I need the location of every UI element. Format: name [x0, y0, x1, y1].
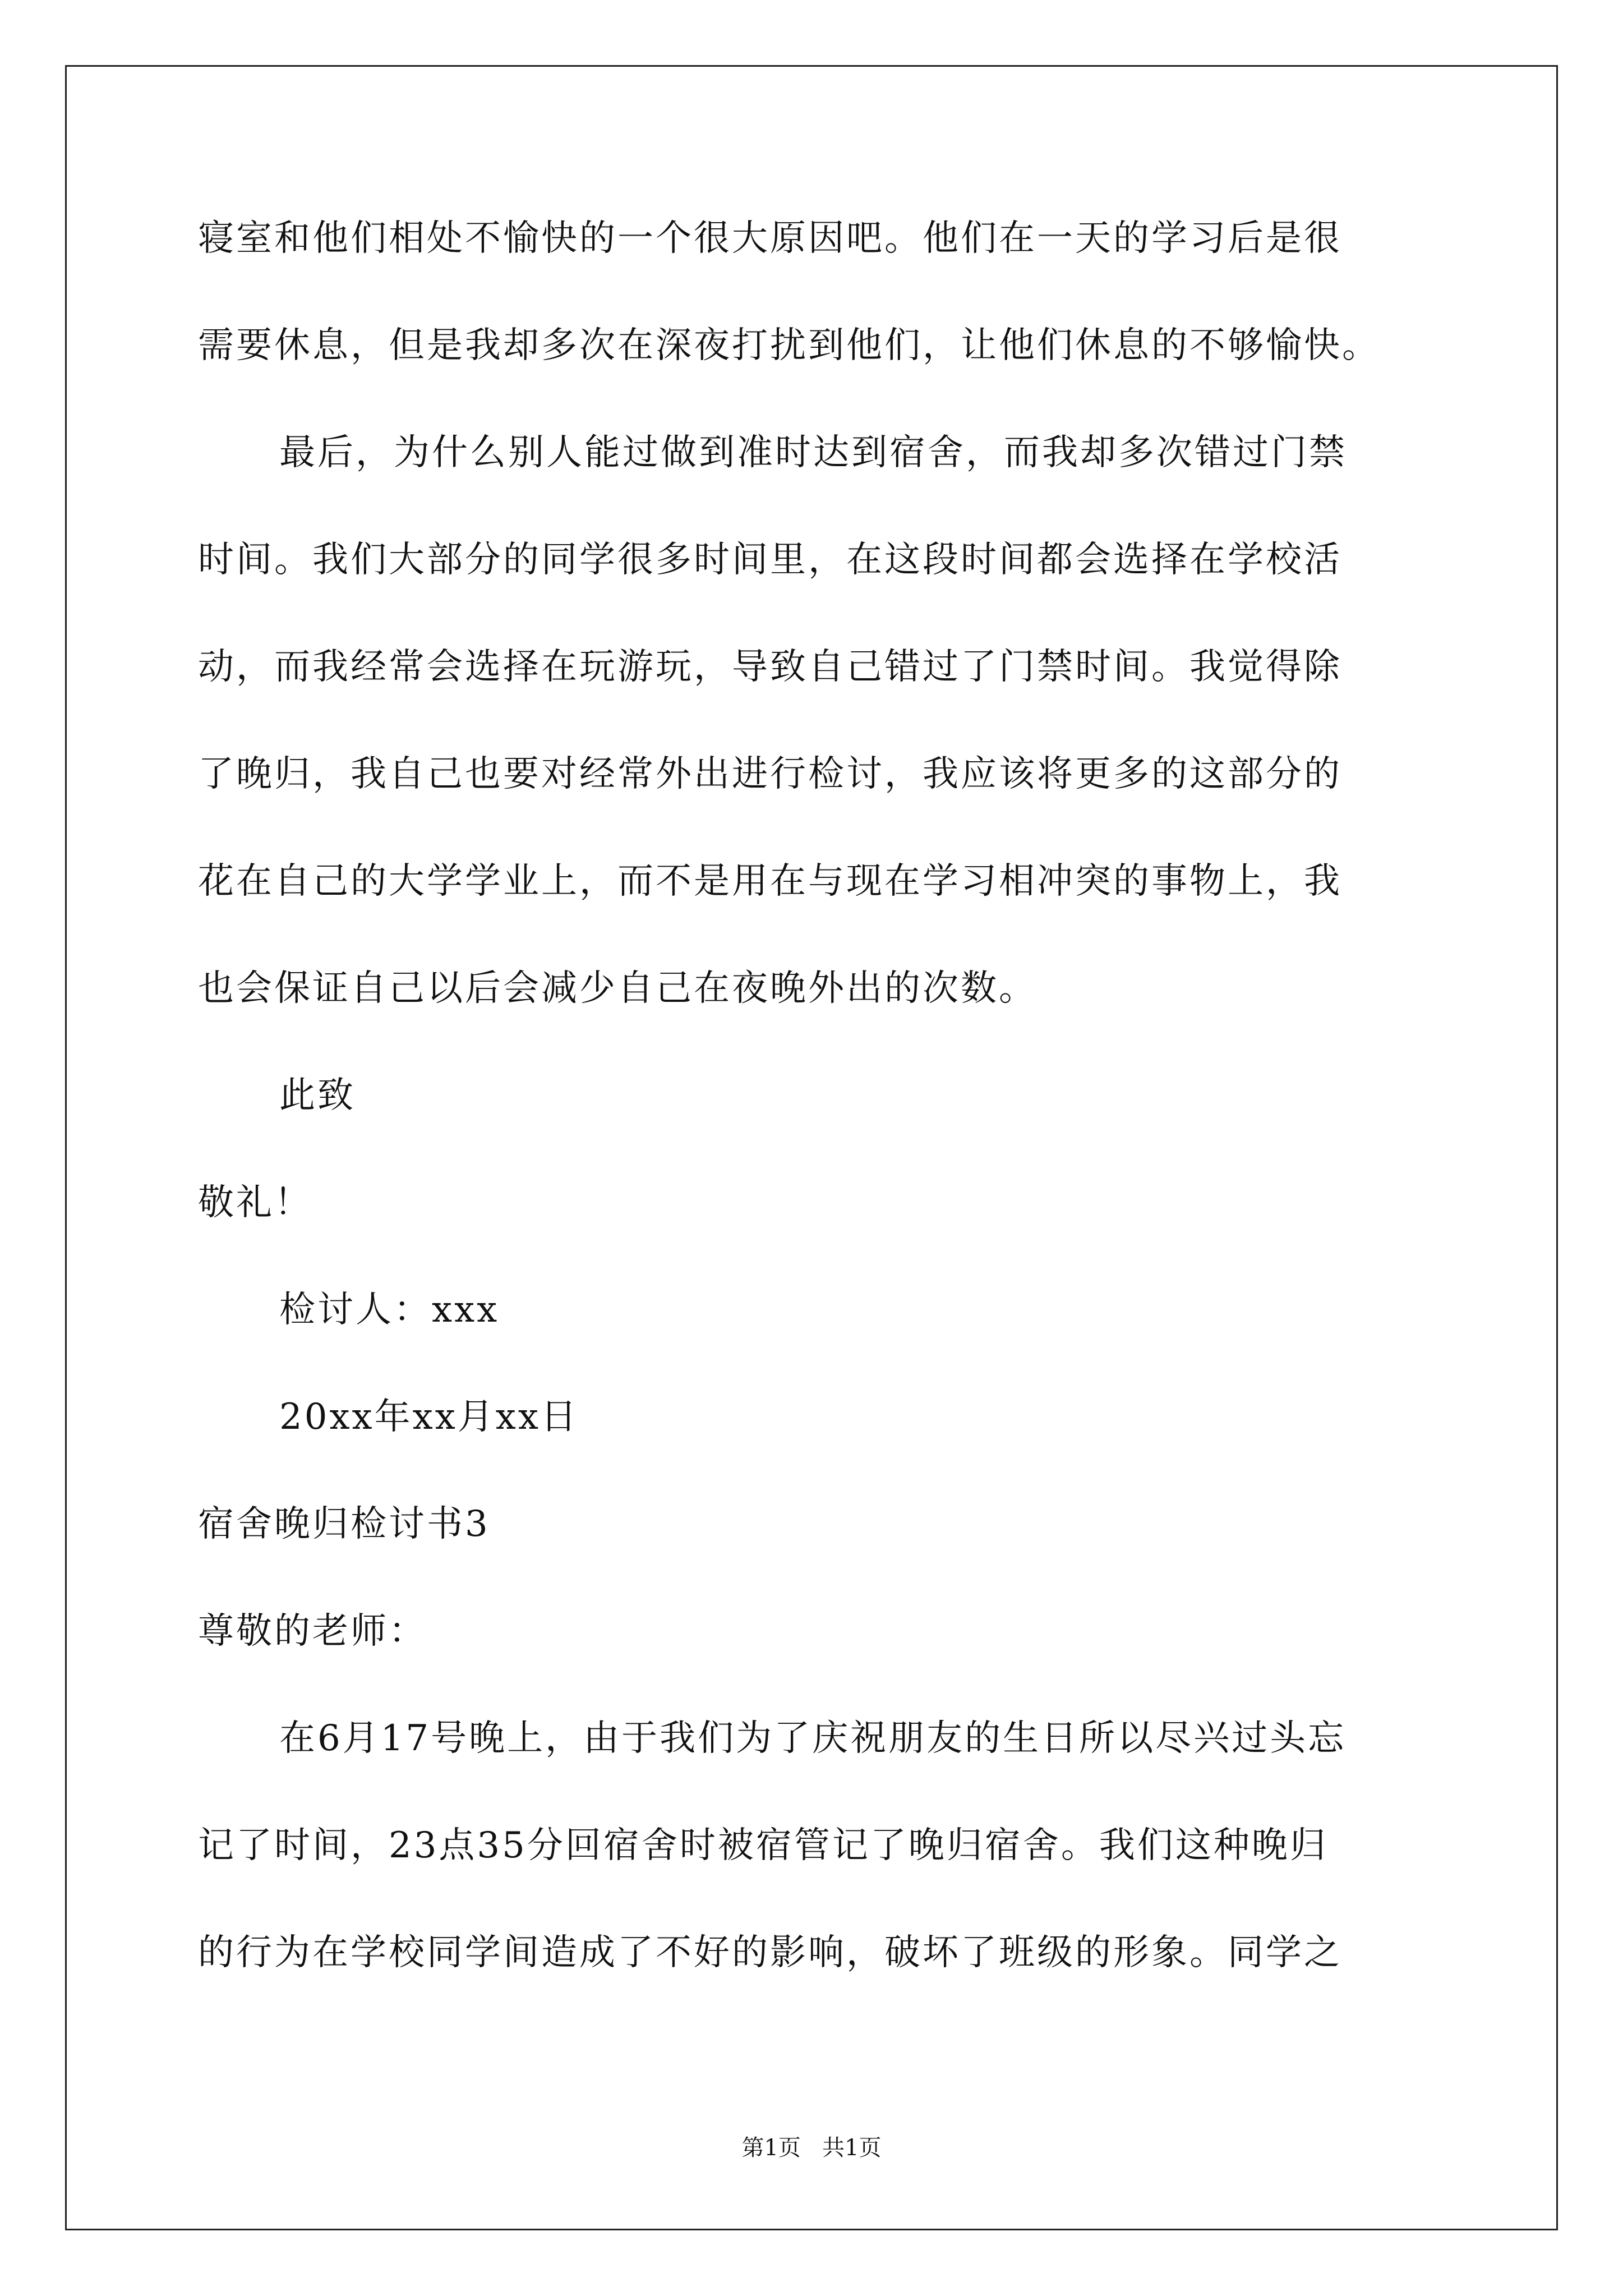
paragraph-line: 寝室和他们相处不愉快的一个很大原因吧。他们在一天的学习后是很: [198, 218, 1342, 259]
paragraph-line: 需要休息，但是我却多次在深夜打扰到他们，让他们休息的不够愉快。: [198, 325, 1380, 366]
paragraph-line: 在6月17号晚上，由于我们为了庆祝朋友的生日所以尽兴过头忘: [279, 1718, 1347, 1759]
paragraph-line: 也会保证自己以后会减少自己在夜晚外出的次数。: [198, 968, 1037, 1009]
paragraph-line: 记了时间，23点35分回宿舍时被宿管记了晚归宿舍。我们这种晚归: [198, 1825, 1328, 1866]
paragraph-line: 时间。我们大部分的同学很多时间里，在这段时间都会选择在学校活: [198, 539, 1342, 581]
date-line: 20xx年xx月xx日: [279, 1396, 579, 1438]
page-border: [65, 65, 1558, 2230]
paragraph-line: 最后，为什么别人能过做到准时达到宿舍，而我却多次错过门禁: [279, 432, 1347, 473]
section-title: 宿舍晚归检讨书3: [198, 1503, 490, 1545]
page-number-footer: 第1页 共1页: [741, 2135, 882, 2161]
paragraph-line: 了晚归，我自己也要对经常外出进行检讨，我应该将更多的这部分的: [198, 753, 1342, 795]
paragraph-line: 的行为在学校同学间造成了不好的影响，破坏了班级的形象。同学之: [198, 1932, 1342, 1973]
paragraph-line: 花在自己的大学学业上，而不是用在与现在学习相冲突的事物上，我: [198, 861, 1342, 902]
closing-regards: 敬礼！: [198, 1182, 312, 1223]
greeting-line: 尊敬的老师：: [198, 1611, 427, 1652]
signature-line: 检讨人：xxx: [279, 1289, 500, 1331]
closing-salutation: 此致: [279, 1075, 356, 1116]
paragraph-line: 动，而我经常会选择在玩游玩，导致自己错过了门禁时间。我觉得除: [198, 646, 1342, 688]
